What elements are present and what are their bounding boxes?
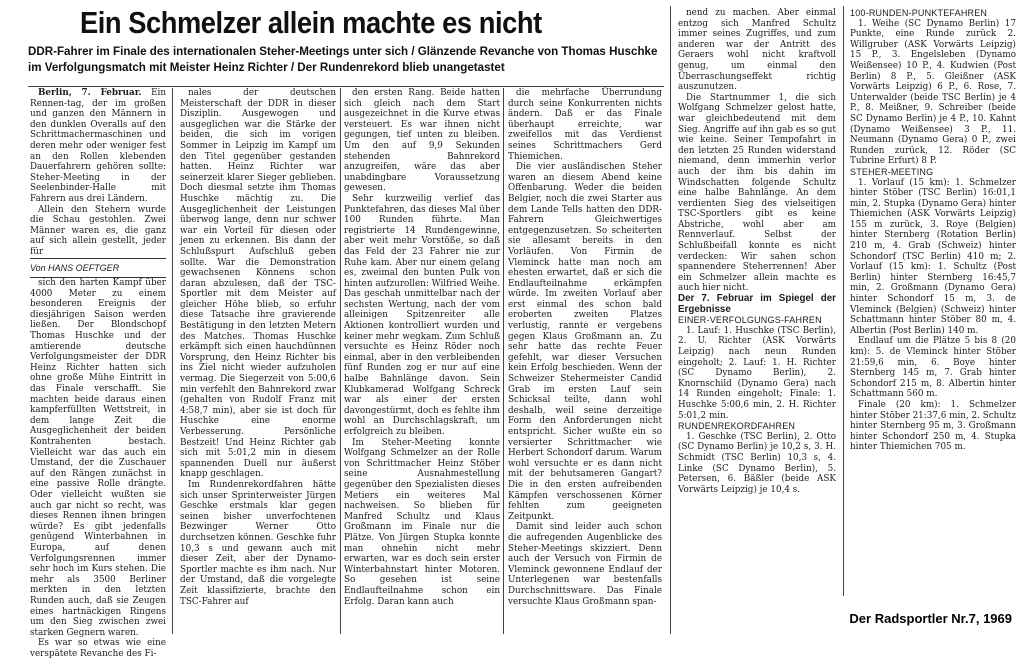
results-text: 1. Geschke (TSC Berlin), 2. Otto (SC Dynamo Berlin) je 10,2 s, 3. H. Schmidt (TSC Berlin) 10,3 s, 4. Linke (SC Dynamo Berlin), 5. Petersen, 6. Bäßler (beide ASK Vorwärts Leipzig) je 10,4 s. (678, 431, 836, 495)
dateline: Berlin, 7. Februar. (38, 88, 142, 98)
column-divider (172, 88, 173, 634)
article-column-5 (678, 8, 836, 628)
paragraph: nend zu machen. Aber einmal entzog sich Manfred Schultz immer seines Zugriffes, und zum anderen war der Antritt des Geraers wohl nicht kraftvoll genug, um einmal den Überraschungseffekt richtig auszunutzen. (678, 8, 836, 93)
paragraph: Allein den Stehern wurde die Schau gestohlen. Zwei Männer waren es, die ganz auf sich allein gestellt, jeder für (30, 204, 166, 257)
paragraph: Im Rundenrekordfahren hätte sich unser Sprinterweister Jürgen Geschke erstmals klar gegen seinen bisher unverfochtenen Bezwinger Werner Otto durchsetzen können. Geschke fuhr 10,3 s und gewann auch mit dieser Zeit, aber der Dynamo-Sportler machte es ihm nach. Nur der Umstand, daß die vorgelegte Zeit klassifizierte, brachte den TSC-Fahrer auf (180, 479, 336, 607)
header-divider (28, 86, 664, 87)
results-text: Finale (20 km): 1. Schmelzer hinter Stöber 21:37,6 min, 2. Schultz hinter Sternberg 95 m, 3. Großmann hinter Schondorf 250 m, 4. Stupka hinter Thiemichen 705 m. (850, 399, 1016, 453)
paragraph: Die Startnummer 1, die sich Wolfgang Schmelzer gelost hatte, war gleichbedeutend mit dem Sieg. Angriffe auf ihn gab es so gut wie keine. Seiner Tempofahrt in den letzten 25 Runden widerstand niemand, denn immerhin verlor auch der ihm bis dahin im Windschatten folgende Schultz eine halbe Bahnlänge. An dem verdienten Sieg des vielseitigen TSC-Sportlers gibt es keine Abstriche, wohl aber am Rennverlauf. Selbst der Schlußbeifall konnte es nicht verdecken: Wir sahen schon spannendere Steherrennen! Aber ein Schmelzer allein machte es auch hier nicht. (678, 92, 836, 294)
intro-paragraph (30, 88, 166, 205)
article-subheadline: DDR-Fahrer im Finale des internationalen Steher-Meetings unter sich / Glänzende Revanche von Thomas Huschke im Verfolgungsmatch mit Meister Heinz Richter / Der Rundenrekord blieb unangetastet (28, 45, 658, 74)
article-column-4 (508, 88, 662, 634)
article-column-2 (180, 88, 336, 634)
results-text: 1. Vorlauf (15 km): 1. Schmelzer hinter Stöber (TSC Berlin) 16:01,1 min, 2. Stupka (Dynamo Gera) hinter Thiemichen (ASK Vorwärts Leipzig) 155 m zurück, 3. Roye (Belgien) hinter Sternberg (Rotation Berlin) 210 m, 4. Grab (Schweiz) hinter Schondorf (TSC Berlin) 410 m; 2. Vorlauf (15 km): 1. Schultz (Post Berlin) hinter Sternberg 16:45,7 min, 2. Großmann (Dynamo Gera) hinter Schondorf 15 m, 3. de Vleminck (Belgien) (Schweiz) hinter Schattmann hinter Stöber 80 m, 4. Albertin (Post Berlin) 140 m. (850, 177, 1016, 336)
paragraph: die mehrfache Überrundung durch seine Konkurrenten nichts ändern. Daß er das Finale überhaupt erreichte, war zweifellos mit das Verdienst seines Schrittmachers Gerd Thiemichen. (508, 88, 662, 162)
source-caption: Der Radsportler Nr.7, 1969 (849, 611, 1012, 626)
article-headline: Ein Schmelzer allein machte es nicht (80, 5, 542, 40)
paragraph: Im Steher-Meeting konnte Wolfgang Schmelzer an der Rolle von Schrittmacher Heinz Stöber seine Ausnahmestellung gegenüber den Spezialisten dieses Metiers ein weiteres Mal nachweisen. So blieben für Manfred Schultz und Klaus Großmann im Finale nur die Plätze. Von Jürgen Stupka konnte man ohnehin nicht mehr erwarten, war es doch sein erster Winterbahnstart hinter Motoren. So gesehen ist seine Endlaufteilnahme schon ein Erfolg. Daran kann auch (344, 437, 500, 607)
intro-text: Ein Rennen-tag, der im großen und ganzen den Männern in den dunklen Overalls auf den Schrittmachermaschinen und deren mehr oder weniger fest an den Rollen klebenden Dauerfahrern gehören sollte: Steher-Meeting in der Seelenbinder-Halle mit Fahrern aus drei Ländern. (30, 88, 167, 204)
column-divider (503, 88, 504, 634)
author-byline: Von HANS OEFTGER (30, 258, 166, 279)
paragraph: Damit sind leider auch schon die aufregenden Augenblicke des Steher-Meetings skizziert. Denn auch der Versuch von Firmin de Vleminck gewonnene Endlauf der Unterlegenen war bestenfalls Durchschnittsware. Das Finale versuchte Klaus Großmann span- (508, 522, 662, 607)
article-column-6 (850, 8, 1016, 588)
article-column-1 (30, 88, 167, 659)
results-heading: 100-RUNDEN-PUNKTEFAHREN (850, 8, 988, 18)
results-text: 1. Lauf: 1. Huschke (TSC Berlin), 2. U. Richter (ASK Vorwärts Leipzig) nach neun Runden eingeholt; 2. Lauf: 1. H. Richter (SC Dynamo Berlin), 2. Knornschild (Dynamo Gera) nach 14 Runden eingeholt; Finale: 1. Huschke 5:00,6 min, 2. H. Richter 5:01,2 min. (678, 325, 836, 421)
paragraph: Es war so etwas wie eine verspätete Revanche des Fi- (30, 638, 166, 659)
paragraph: nales der deutschen Meisterschaft der DDR in dieser Disziplin. Ausgewogen und ausgeglichen war die Stärke der beiden, die sich im vorigen Sommer in Leipzig im Kampf um den Titel gegenüber gestanden hatten. Heinz Richter war seinerzeit klarer Sieger geblieben. Doch diesmal setzte ihm Thomas Huschke mächtig zu. Die Ausgeglichenheit der Leistungen überwog lange, denn nur schwer war ein Vorteil für diesen oder jenen zu erkennen. Bis dann der Schlußspurt Aufschluß geben sollte. War die Demonstration gewachsenen Könnens schon daran abzulesen, daß der TSC-Sportler mit dem Meister auf gleicher Höhe blieb, so erfuhr diese Tatsache ihre gravierende Bestätigung in den letzten Metern des Matches. Thomas Huschke erkämpft sich einen hauchdünnen Vorsprung, den Heinz Richter bis ins Ziel nicht wieder aufzuholen vermag. Die Siegerzeit von 5:00,6 min verfehlt den Bahnrekord zwar (gehalten von Rudolf Franz mit 4:58,7 min), aber sie ist doch für Huschke eine enorme Verbesserung. Persönliche Bestzeit! Und Heinz Richter gab sich mit 5:01,2 min in diesem spannenden Duell nur äußerst knapp geschlagen. (180, 88, 336, 480)
paragraph: den ersten Rang. Beide hatten sich gleich nach dem Start ausgezeichnet in die Kurve etwas versteuert. Es war ihnen nicht gegungen, tief unten zu bleiben. Um den auf 9,9 Sekunden stehenden Bahnrekord anzugreifen, wäre das aber unabdingbare Voraussetzung gewesen. (344, 88, 500, 194)
paragraph: sich den harten Kampf über 4000 Meter zu einem besonderen Ereignis der diesjährigen Saison werden ließen. Der Blondschopf Thomas Huschke und der amtierende deutsche Verfolgungsmeister der DDR Heinz Richter hatten sich ohne große Mühe Eintritt in das Finale verschafft. Sie machten beide daraus einen kampferfüllten Wettstreit, in dem lange Zeit die Ausgeglichenheit der beiden Kontrahenten bestach. Vielleicht war das auch ein Umstand, der die Zuschauer auf den Rängen zunächst in eine passive Rolle drängte. Oder vielleicht wußten sie auch gar nicht so recht, was dieses Rennen ihnen bringen würde? Es gibt jedenfalls genügend Winterbahnen in Europa, auf denen Verfolgungsrennen immer sehr hoch im Kurs stehen. Die mehr als 3500 Berliner merkten in den letzten Runden auch, daß sie Zeugen eines hartnäckigen Ringens um den Sieg zwischen zwei starken Gegnern waren. (30, 278, 166, 638)
article-column-3 (344, 88, 500, 634)
paragraph: Sehr kurzweilig verlief das Punktefahren, das dieses Mal über 100 Runden führte. Man registrierte 14 Rundengewinne, aber weit mehr Vorstöße, so daß das Feld der 23 Fahrer nie zur Ruhe kam. Aber nur einem gelang es, zweimal den bunten Pulk von hinten aufzurollen: Wilfried Weihe. Das geschah unmittelbar nach der sechsten Wertung, nach der vom alleinigen Spitzenreiter alle Aktionen kontrolliert wurden und keiner mehr wegkam. Zum Schluß versuchte es Heinz Röder noch einmal, aber in den verbleibenden fünf Runden zog er nur auf eine halbe Bahnlänge davon. Sein Klubkamerad Wolfgang Schreck war als einer der ersten davongestürmt, doch es fehlte ihm wohl an Durchschlagskraft, um erfolgreich zu bleiben. (344, 193, 501, 437)
results-text: 1. Weihe (SC Dynamo Berlin) 17 Punkte, eine Runde zurück 2. Willgruber (ASK Vorwärts Leipzig) 15 P., 3. Engelsleben (Dynamo Weißensee) 10 P., 4. Kudwien (Post Berlin) 8 P., 5. Gleißner (ASK Vorwärts Leipzig) 6 P., 6. Rose, 7. Unterwalder (beide TSC Berlin) je 4 P., 8. Meißner, 9. Schreiber (beide SC Dynamo Berlin) je 4 P., 10. Kahnt (Dynamo Weißensee) 3 P., 11. Neumann (Dynamo Gera) 0 P., zwei Runden zurück, 12. Röder (SC Tubrine Erfurt) 8 P. (850, 18, 1016, 167)
results-heading: EINER-VERFOLGUNGS-FAHREN (678, 315, 822, 326)
results-text: Endlauf um die Plätze 5 bis 8 (20 km): 5. de Vleminck hinter Stöber 21:59,6 min, 6. Boye hinter Sternberg 145 m, 7. Grab hinter Schondorf 215 m, 8. Albertin hinter Schattmann 560 m. (850, 336, 1016, 400)
results-heading: RUNDENREKORDFAHREN (678, 421, 796, 432)
column-divider (670, 6, 671, 634)
column-divider (843, 6, 844, 596)
paragraph: Die vier ausländischen Steher waren an diesem Abend keine Offenbarung. Weder die beiden Belgier, noch die zwei Starter aus dem Lande Tells hatten den DDR-Fahrern Gleichwertiges entgegenzusetzen. So scheiterten sie allesamt bereits in den Vorläufen. Von Firmin de Vleminck hatte man noch am ehesten erwartet, daß er sich die Endlaufteilnahme erkämpfen würde. Im zweiten Vorlauf aber erst einmal des schon bald eroberten zweiten Platzes verlustig, rannte er vergebens gegen Klaus Großmann an. Zu sehr hatte das rechte Feuer gefehlt, war dieser Versuchen kein Erfolg beschieden. Wenn der Schweizer Stehermeister Candid Grab im ersten Lauf sein Schicksal teilte, dann wohl deshalb, weil seine derzeitige Form den Anforderungen nicht entspricht. Sicher wußte ein so versierter Schrittmacher wie Herbert Schondorf darum. Warum wohl versuchte er es dann nicht mit der behutsameren Gangart? Die in den ersten aufreibenden Kämpfen verschossenen Körner fehlten zum geeigneten Zeitpunkt. (508, 162, 662, 522)
results-heading: STEHER-MEETING (850, 166, 934, 177)
results-section-heading: Der 7. Februar im Spiegel der Ergebnisse (678, 293, 836, 315)
column-divider (340, 88, 341, 634)
